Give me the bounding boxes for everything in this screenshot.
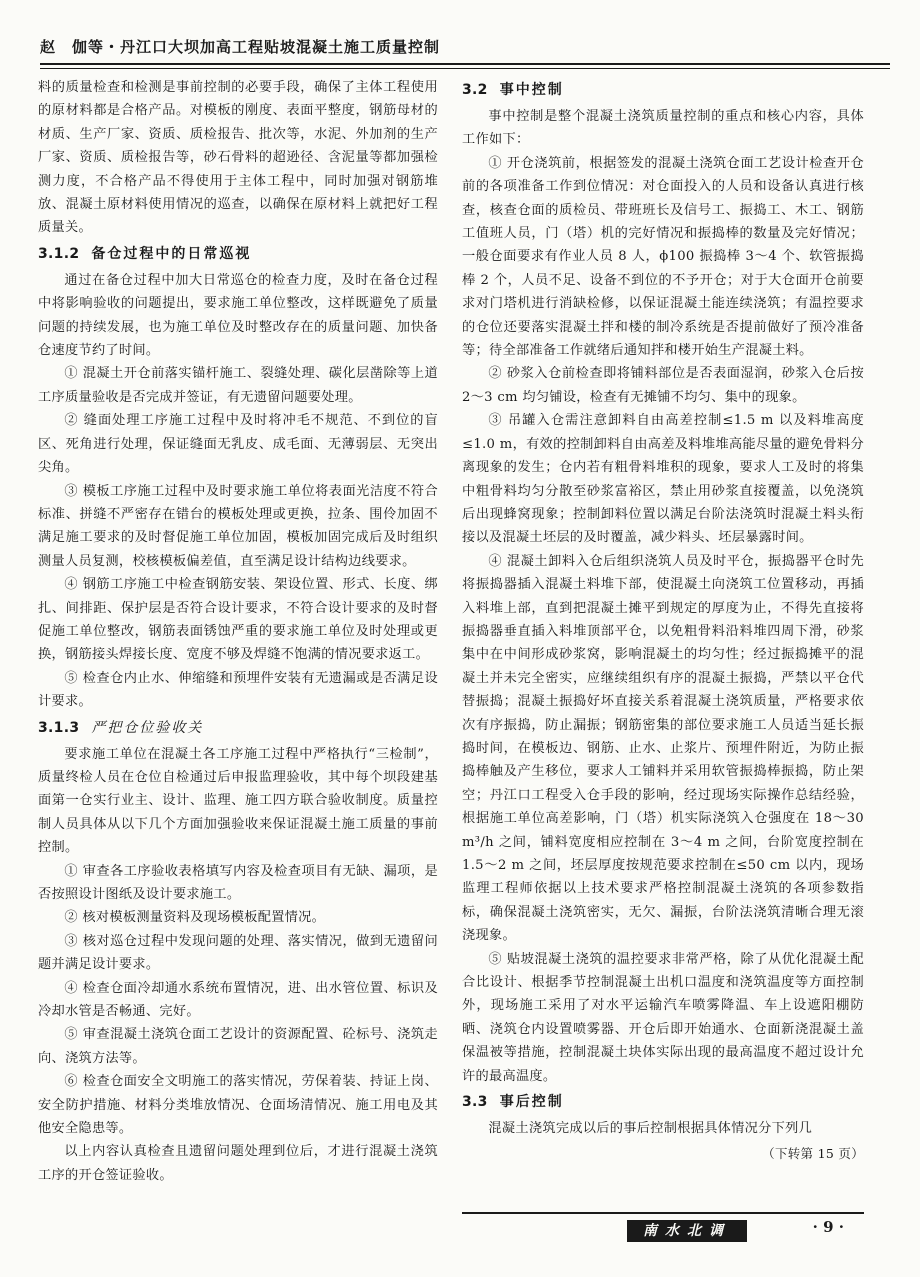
header-rule [40,68,890,69]
list-item: ⑤ 检查仓内止水、伸缩缝和预埋件安装有无遗漏或是否满足设计要求。 [38,670,438,710]
section-heading-3-2 [462,79,864,102]
section-title: 事中控制 [499,82,564,98]
section-number: 3.1.2 [38,245,80,262]
section-title: 备仓过程中的日常巡视 [91,245,252,262]
list-item: ③ 吊罐入仓需注意卸料自由高差控制≤1.5 m 以及料堆高度≤1.0 m，有效的控制卸料自由高差及料堆堆高能尽量的避免骨料分离现象的发生；仓内若有粗骨料堆积的现象，要求人工及时的将集中粗骨料均匀分散至砂浆富裕区，禁止用砂浆直接覆盖，以免浇筑后出现蜂窝现象；控制卸料位置以满足台阶法浇筑时混凝土料头衔接以及混凝土坯层的及时覆盖，减少料头、坯层暴露时间。 [462,413,864,546]
paragraph: 通过在备仓过程中加大日常巡仓的检查力度，及时在备仓过程中将影响验收的问题提出，要求施工单位整改，这样既避免了质量问题的持续发展，也为施工单位及时整改存在的质量问题、加快备仓速度节约了时间。 [38,272,438,359]
continued-note: （下转第 15 页） [762,1146,864,1162]
section-heading-3-1-2 [38,243,438,266]
list-item: ① 审查各工序验收表格填写内容及检查项目有无缺、漏项，是否按照设计图纸及设计要求施工。 [38,863,438,902]
section-number: 3.2 [462,82,488,98]
page-footer [462,1212,864,1244]
section-title: 事后控制 [499,1094,564,1111]
paragraph: 要求施工单位在混凝土各工序施工过程中严格执行“三检制”，质量终检人员在仓位自检通过后申报监理验收，其中每个坝段建基面第一仓实行业主、设计、监理、施工四方联合验收制度。质量控制人员具体从以下几个方面加强验收来保证混凝土施工质量的事前控制。 [38,746,438,856]
section-number: 3.3 [462,1094,488,1111]
left-column [38,76,438,1187]
list-item: ② 砂浆入仓前检查即将铺料部位是否表面湿润，砂浆入仓后按 2～3 cm 均匀铺设，检查有无摊铺不均匀、集中的现象。 [462,366,864,405]
list-item: ③ 模板工序施工过程中及时要求施工单位将表面光洁度不符合标准、拼缝不严密存在错台的模板处理或更换，拉条、围伶加固不满足施工要求的及时督促施工单位加固，模板加固完成后及时组织测量人员复测，校核模板偏差值，直至满足设计结构边线要求。 [38,483,438,569]
list-item: ④ 混凝土卸料入仓后组织浇筑人员及时平仓，振捣器平仓时先将振捣器插入混凝土料堆下部，使混凝土向浇筑工位置移动，再插入料堆上部，直到把混凝土摊平到规定的厚度为止，不得先直接将振捣器垂直插入料堆顶部平仓，以免粗骨料沿料堆四周下滑，砂浆集中在中间形成砂浆窝，影响混凝土的均匀性；经过振捣摊平的混凝土并未完全密实，应继续组织有序的混凝土振捣，严禁以平仓代替振捣；混凝土振捣好坏直接关系着混凝土浇筑质量，严格要求依次有序振捣，防止漏振；钢筋密集的部位要求施工人员适当延长振捣时间，在模板边、钢筋、止水、止浆片、预埋件附近，为防止振捣棒触及产生移位，要求人工铺料并采用软管振捣棒振捣，防止架空；丹江口工程受入仓手段的影响，经过现场实际操作总结经验，根据施工单位高差影响，门（塔）机实际浇筑入仓强度在 18～30 m³/h 之间，铺料宽度相应控制在 3～4 m 之间，台阶宽度控制在 1.5～2 m 之间，坯层厚度按规范要求控制在≤50 cm 以内，现场监理工程师依据以上技术要求严格控制混凝土浇筑的各项参数指标，确保混凝土浇筑密实，无欠、漏振，台阶法浇筑清晰合理无滚浇现象。 [462,553,864,944]
list-item: ⑤ 贴坡混凝土浇筑的温控要求非常严格，除了从优化混凝土配合比设计、根据季节控制混凝土出机口温度和浇筑温度等方面控制外，现场施工采用了对水平运输汽车喷雾降温、车上设遮阳棚防晒、浇筑仓内设置喷雾器、开仓后即开始通水、仓面新浇混凝土盖保温被等措施，控制混凝土块体实际出现的最高温度不超过设计允许的最高温度。 [462,951,864,1084]
list-item: ④ 检查仓面冷却通水系统布置情况，进、出水管位置、标识及冷却水管是否畅通、完好。 [38,980,438,1020]
paragraph: 料的质量检查和检测是事前控制的必要手段，确保了主体工程使用的原材料都是合格产品。对模板的刚度、表面平整度，钢筋母材的材质、生产厂家、资质、质检报告、批次等，水泥、外加剂的生产厂家、资质、质检报告等，砂石骨料的超逊径、含泥量等都加强检测力度，不合格产品不得使用于主体工程中，同时加强对钢筋堆放、混凝土原材料使用情况的巡查，以确保在原材料上就把好工程质量关。 [38,80,438,236]
list-item: ① 开仓浇筑前，根据签发的混凝土浇筑仓面工艺设计检查开仓前的各项准备工作到位情况：对仓面投入的人员和设备认真进行核查，核查仓面的质检员、带班班长及信号工、振捣工、木工、钢筋工值班人员，门（塔）机的完好情况和振捣棒的数量及完好情况；一般仓面要求有作业人员 8 人，ϕ100 振捣棒 3～4 个、软管振捣棒 2 个，人员不足、设备不到位的不予开仓；对于大仓面开仓前要求对门塔机进行消缺检修，以保证混凝土能连续浇筑；有温控要求的仓位还要落实混凝土拌和楼的制冷系统是否提前做好了预冷准备等；待全部准备工作就绪后通知拌和楼开始生产混凝土料。 [462,155,864,359]
section-heading-3-1-3 [38,717,438,740]
running-header-text: 赵 伽等・丹江口大坝加高工程贴坡混凝土施工质量控制 [40,38,441,56]
section-heading-3-3 [462,1091,864,1114]
section-title: 严把仓位验收关 [91,719,204,736]
running-header [40,36,890,65]
right-column [462,76,864,1166]
list-item: ⑥ 检查仓面安全文明施工的落实情况，劳保着装、持证上岗、安全防护措施、材料分类堆放情况、仓面场清情况、施工用电及其他安全隐患等。 [38,1074,438,1137]
journal-logo: 南水北调 [627,1220,747,1242]
list-item: ② 缝面处理工序施工过程中及时将冲毛不规范、不到位的盲区、死角进行处理，保证缝面无乳皮、成毛面、无薄弱层、无突出尖角。 [38,413,438,476]
paragraph: 事中控制是整个混凝土浇筑质量控制的重点和核心内容，具体工作如下： [462,109,864,148]
page-number: · 9 · [812,1218,844,1236]
list-item: ① 混凝土开仓前落实锚杆施工、裂缝处理、碳化层凿除等上道工序质量验收是否完成并签证，有无遗留问题要处理。 [38,366,438,405]
paragraph: 混凝土浇筑完成以后的事后控制根据具体情况分下列几 [488,1121,813,1137]
paragraph: 以上内容认真检查且遗留问题处理到位后，才进行混凝土浇筑工序的开仓签证验收。 [38,1144,438,1183]
list-item: ② 核对模板测量资料及现场模板配置情况。 [64,910,326,926]
section-number: 3.1.3 [38,719,80,736]
list-item: ③ 核对巡仓过程中发现问题的处理、落实情况，做到无遗留问题并满足设计要求。 [38,933,438,973]
list-item: ④ 钢筋工序施工中检查钢筋安装、架设位置、形式、长度、绑扎、间排距、保护层是否符合设计要求，不符合设计要求的及时督促施工单位整改，钢筋表面锈蚀严重的要求施工单位及时处理或更换，钢筋接头焊接长度、宽度不够及焊缝不饱满的情况要求返工。 [38,577,438,663]
list-item: ⑤ 审查混凝土浇筑仓面工艺设计的资源配置、砼标号、浇筑走向、浇筑方法等。 [38,1027,438,1066]
